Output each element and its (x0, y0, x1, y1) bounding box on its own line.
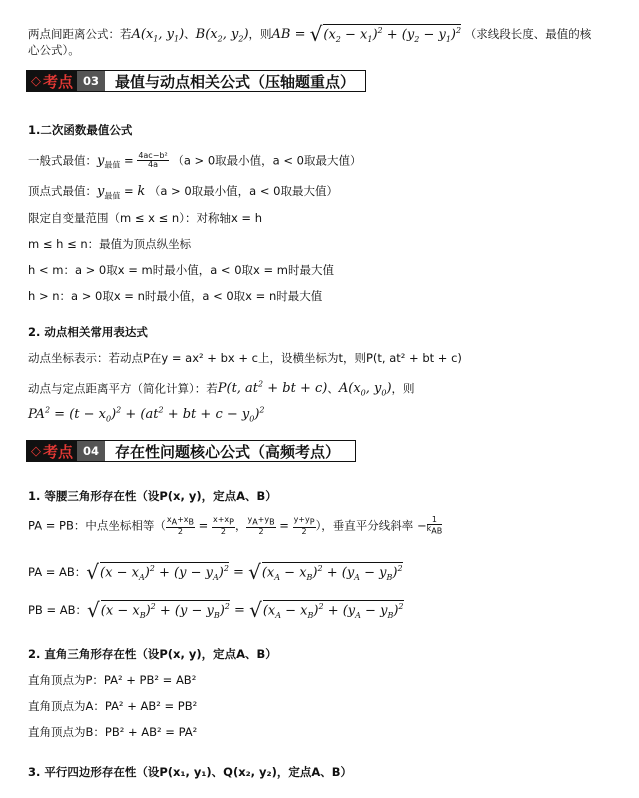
banner-title: 存在性问题核心公式（高频考点） (115, 442, 341, 461)
intro-mid: ，则 (248, 27, 272, 41)
distance-formula-line: 两点间距离公式：若$A(x_1$, $y_1$)、$B(x_2$, $y_2$)，则AB = $√(x_2 - x_1)^2 + (y_2 - y_1)^2$ （求线段长度、最值的核 (28, 22, 592, 46)
intro-prefix: 两点间距离公式：若 (28, 27, 132, 41)
case-line-3: h > n：a > 0取x = n时最小值，a < 0取x = n时最大值 (28, 289, 323, 303)
point-a-expr: $A(x_1$, $y_1$) (131, 27, 185, 44)
diamond-icon: ◇ (31, 443, 41, 459)
section-04-banner (26, 440, 356, 462)
right-angle-p-line: 直角顶点为P：PA² + PB² = AB² (28, 673, 197, 687)
ab-distance-formula: AB = $√(x_2 - x_1)^2 + (y_2 - y_1)^2$ (271, 22, 462, 46)
section-03-banner (26, 70, 366, 92)
subsection-heading: 1. 等腰三角形存在性（设P(x, y)，定点A、B） (28, 489, 277, 503)
case-line-2: h < m：a > 0取x = m时最小值，a < 0取x = m时最大值 (28, 263, 334, 277)
moving-point-coord-line: 动点坐标表示：若动点P在y = ax² + bx + c上，设横坐标为t，则P(t, at² + bt + c) (28, 351, 462, 365)
subsection-heading: 2. 直角三角形存在性（设P(x, y)，定点A、B） (28, 647, 277, 661)
subsection-heading: 3. 平行四边形存在性（设P(x₁, y₁)、Q(x₂, y₂)，定点A、B） (28, 765, 352, 779)
right-angle-a-line: 直角顶点为A：PA² + AB² = PB² (28, 699, 198, 713)
general-form-extreme: 一般式最值：$y_{最值}$ = $\frac{\text{4ac−b²}}{4a}$ （a > 0取最小值，a < 0取最大值） (28, 151, 362, 170)
banner-tag: ◇ 考点 (27, 441, 77, 461)
restricted-range-line: 限定自变量范围（m ≤ x ≤ n）：对称轴x = h (28, 211, 262, 225)
banner-tag: ◇ 考点 (27, 71, 77, 91)
pa-equals-ab-line: PA = AB：$√(x - x_A)^2 + (y - y_A)^2 = √(x_A - x_B)^2 + (y_A - y_B)^2$ (28, 560, 403, 584)
banner-number: 03 (77, 71, 105, 91)
vertex-y-fraction: $\frac{\text{4ac−b²}}{4a}$ (138, 151, 168, 170)
banner-number: 04 (77, 441, 105, 461)
distance-squared-formula: $PA^2 = (t - x_0)^2 + (at^2$ + bt + $c - y_0)^2$ (28, 406, 265, 424)
point-b-expr: $B(x_2$, $y_2$) (195, 27, 249, 44)
pb-equals-ab-line: PB = AB：$√(x - x_B)^2 + (y - y_B)^2 = √(x_A - x_B)^2 + (y_A - y_B)^2$ (28, 598, 404, 622)
vertex-form-extreme: 顶点式最值：$y_{最值} = k$ （a > 0取最小值，a < 0取最大值） (28, 184, 338, 201)
distance-squared-line: 动点与定点距离平方（简化计算）：若P(t, $at^2$ + bt + c)、$A(x_0$, $y_0$)，则 (28, 380, 415, 398)
diamond-icon: ◇ (31, 73, 41, 89)
subsection-heading: 1.二次函数最值公式 (28, 123, 133, 137)
subsection-heading: 2. 动点相关常用表达式 (28, 325, 148, 339)
case-line-1: m ≤ h ≤ n：最值为顶点纵坐标 (28, 237, 192, 251)
intro-line2: 心公式）。 (28, 43, 80, 57)
right-angle-b-line: 直角顶点为B：PB² + AB² = PA² (28, 725, 198, 739)
banner-title: 最值与动点相关公式（压轴题重点） (115, 72, 356, 91)
intro-suffix: （求线段长度、最值的核 (464, 27, 592, 41)
pa-equals-pb-line: PA = PB：中点坐标相等（ $\frac{x_A+x_B}{2}$ = $\frac{x+x_P}{2}$ ， $\frac{y_A+y_B}{2}$ = $\frac{y+y_P}{2}$ ），垂直平分线斜率 − $\frac{1}{k_{AB}}$ (28, 515, 443, 536)
